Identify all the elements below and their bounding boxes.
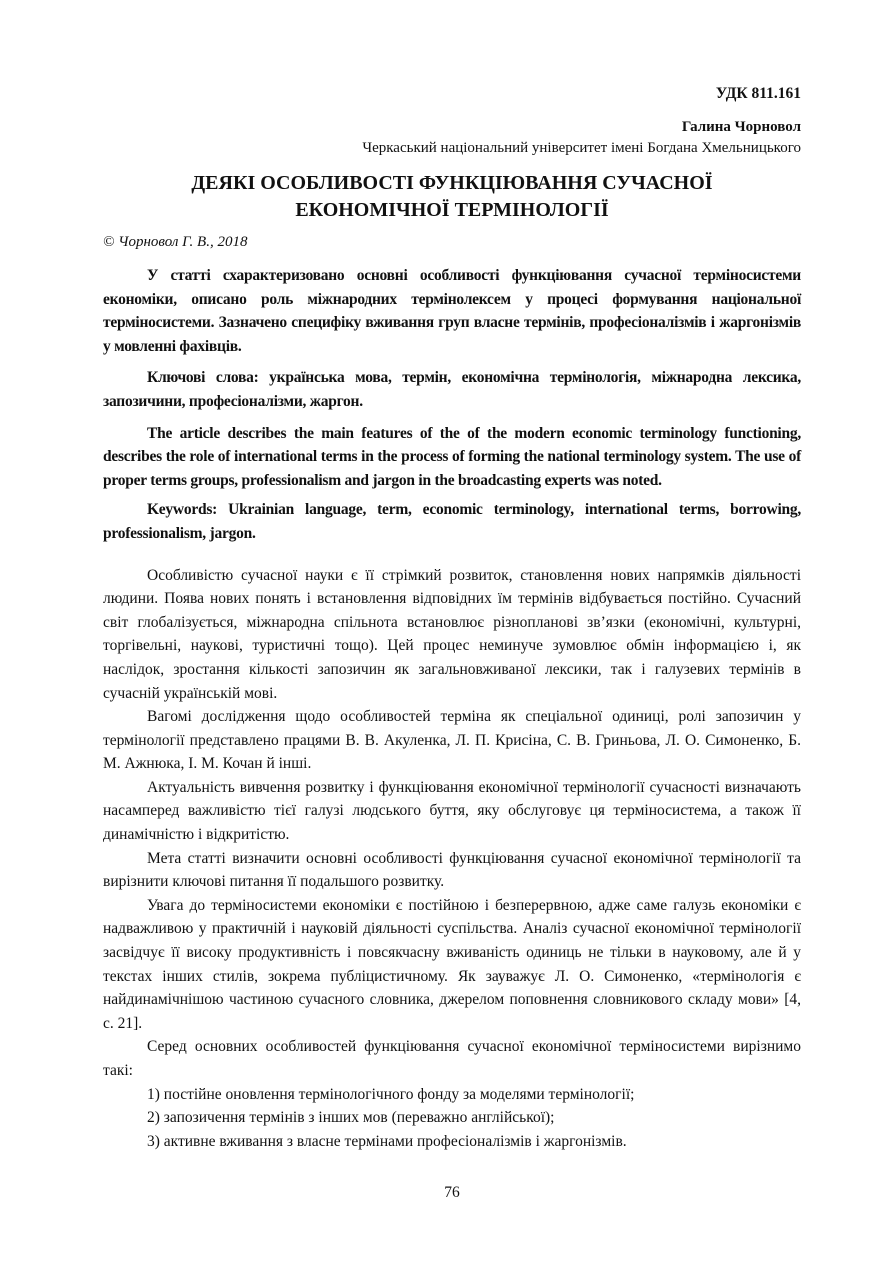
paragraph: Мета статті визначити основні особливості функціювання сучасної економічної термінології та вирізнити ключові питання її подальшого розвитку.	[103, 849, 801, 891]
paragraph: Особливістю сучасної науки є її стрімкий розвиток, становлення нових напрямків діяльності людини. Поява нових понять і встановлення відповідних їм термінів відбувається постійно. Сучасний світ глобалізується, міжнародна спільнота встановлює різнопланові зв’язки (економічні, культурні, торгівельні, наукові, туристичні тощо). Цей процес неминуче зумовлює обмін інформацією і, як наслідок, зростання кількості запозичин як загальновживаної лексики, так і галузевих термінів в сучасній українській мові.	[103, 566, 801, 702]
list-item: 3) активне вживання з власне термінами професіоналізмів і жаргонізмів.	[147, 1132, 627, 1150]
paragraph: Серед основних особливостей функціювання сучасної економічної терміносистеми вирізнимо такі:	[103, 1038, 801, 1079]
article-title	[103, 170, 801, 224]
affiliation: Черкаський національний університет імені Богдана Хмельницького	[362, 140, 801, 156]
body-text	[103, 564, 801, 1154]
paragraph: Актуальність вивчення розвитку і функціювання економічної термінології сучасності визначають насамперед важливістю тієї галузі людського буття, яку обслуговує ця терміносистема, а також її динамічністю і відкритістю.	[103, 778, 801, 844]
paragraph: Вагомі дослідження щодо особливостей терміна як спеціальної одиниці, ролі запозичин у термінології представлено працями В. В. Акуленка, Л. П. Крисіна, С. В. Гриньова, Л. О. Симоненко, Б. М. Ажнюка, І. М. Кочан й інші.	[103, 708, 801, 773]
abstract-english: The article describes the main features of the of the modern economic terminology functioning, describes the role of international terms in the process of forming the national terminology system. The use of proper terms groups, professionalism and jargon in the broadcasting experts was noted.	[103, 424, 801, 489]
copyright: © Чорновол Г. В., 2018	[103, 234, 248, 250]
list-item: 2) запозичення термінів з інших мов (переважно англійської);	[147, 1109, 555, 1127]
title-line-1: ДЕЯКІ ОСОБЛИВОСТІ ФУНКЦІЮВАННЯ СУЧАСНОЇ	[191, 172, 713, 194]
keywords-ukrainian: Ключові слова: українська мова, термін, економічна термінологія, міжнародна лексика, запозичини, професіоналізми, жаргон.	[103, 369, 801, 410]
abstract-ukrainian: У статті схарактеризовано основні особливості функціювання сучасної терміносистеми економіки, описано роль міжнародних термінолексем у процесі формування національної терміносистеми. Зазначено специфіку вживання груп власне термінів, професіоналізмів і жаргонізмів у мовленні фахівців.	[103, 267, 801, 355]
title-line-2: ЕКОНОМІЧНОЇ ТЕРМІНОЛОГІЇ	[295, 199, 609, 221]
keywords-english: Keywords: Ukrainian language, term, economic terminology, international terms, borrowing, professionalism, jargon.	[103, 501, 801, 542]
list-item: 1) постійне оновлення термінологічного фонду за моделями термінології;	[147, 1085, 635, 1103]
udc-code: УДК 811.161	[715, 85, 801, 102]
page-number: 76	[444, 1184, 460, 1202]
author-name: Галина Чорновол	[681, 119, 801, 135]
paragraph: Увага до терміносистеми економіки є постійною і безперервною, адже саме галузь економіки є надважливою у практичній і науковій діяльності суспільства. Аналіз сучасної економічної термінології засвідчує її високу продуктивність і повсякчасну вживаність одиниць не тільки в науковому, але й у текстах інших стилів, зокрема публіцистичному. Як зауважує Л. О. Симоненко, «термінологія є найдинамічнішою частиною сучасного словника, джерелом поповнення словникового складу мови» [4, с. 21].	[103, 896, 801, 1032]
